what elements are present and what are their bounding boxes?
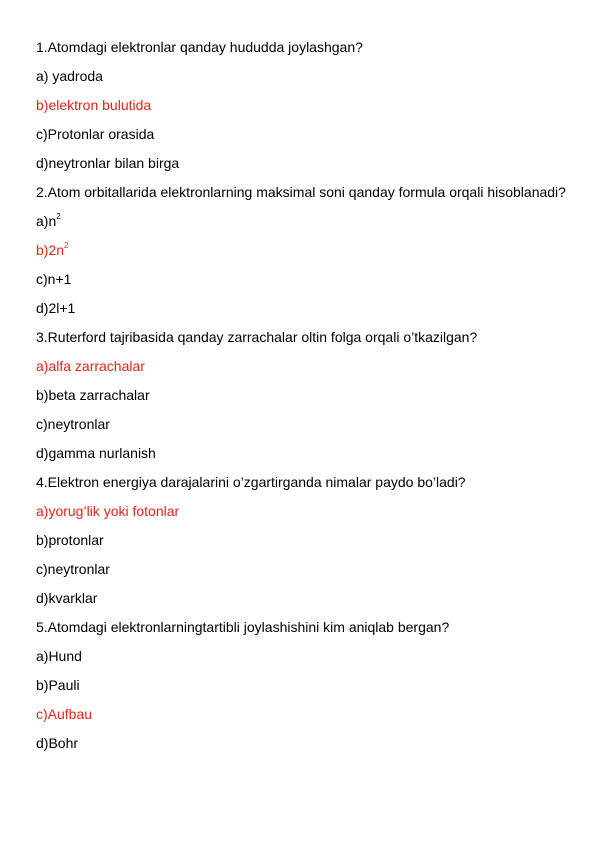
question-1-answer-a: a) yadroda — [36, 68, 103, 84]
question-1-answer-b: b)elektron bulutida — [36, 97, 152, 113]
question-5-answer-d: d)Bohr — [36, 735, 79, 751]
question-5-answer-c: c)Aufbau — [36, 706, 93, 722]
question-2-answer-a — [36, 212, 566, 231]
question-3: 3.Ruterford tajribasida qanday zarrachalar oltin folga orqali o’tkazilgan? — [36, 329, 478, 345]
document-page — [36, 38, 566, 763]
question-4-answer-d: d)kvarklar — [36, 590, 98, 606]
question-4-answer-c: c)neytronlar — [36, 561, 110, 577]
question-5-answer-a: a)Hund — [36, 648, 82, 664]
question-1: 1.Atomdagi elektronlar qanday hududda joylashgan? — [36, 39, 363, 55]
question-3-answer-c: c)neytronlar — [36, 416, 110, 432]
question-4-answer-a: a)yorug’lik yoki fotonlar — [36, 503, 180, 519]
question-3-answer-a: a)alfa zarrachalar — [36, 358, 145, 374]
question-5-answer-b: b)Pauli — [36, 677, 80, 693]
question-4: 4.Elektron energiya darajalarini o’zgartirganda nimalar paydo bo’ladi? — [36, 474, 466, 490]
question-2-answer-d: d)2l+1 — [36, 300, 76, 316]
question-2: 2.Atom orbitallarida elektronlarning maksimal soni qanday formula orqali hisoblanadi? — [36, 184, 566, 200]
question-3-answer-b: b)beta zarrachalar — [36, 387, 150, 403]
question-4-answer-b: b)protonlar — [36, 532, 104, 548]
question-2-answer-c: c)n+1 — [36, 271, 72, 287]
question-1-answer-c: c)Protonlar orasida — [36, 126, 155, 142]
answer-base: a)n — [36, 213, 57, 229]
question-3-answer-d: d)gamma nurlanish — [36, 445, 156, 461]
answer-superscript: 2 — [64, 241, 69, 250]
question-2-answer-b — [36, 241, 566, 260]
answer-superscript: 2 — [56, 212, 61, 221]
answer-base: b)2n — [36, 242, 65, 258]
question-1-answer-d: d)neytronlar bilan birga — [36, 155, 180, 171]
question-5: 5.Atomdagi elektronlarningtartibli joylashishini kim aniqlab bergan? — [36, 619, 450, 635]
